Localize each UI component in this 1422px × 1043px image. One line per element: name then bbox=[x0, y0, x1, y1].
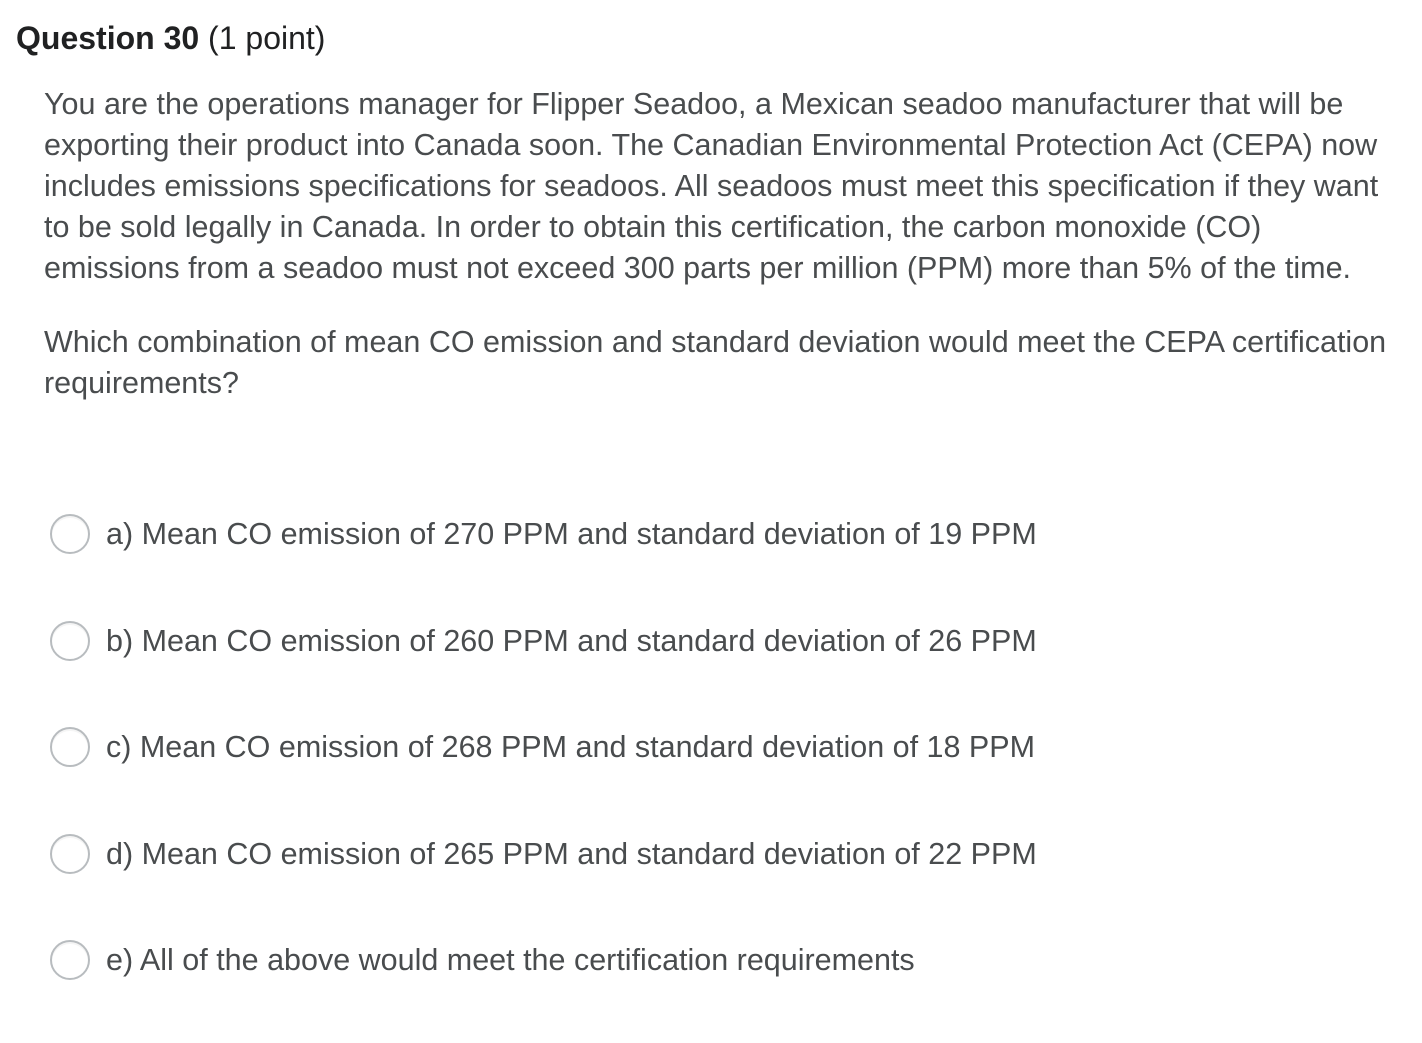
answer-option-b[interactable] bbox=[50, 617, 1350, 665]
question-prompt-text: Which combination of mean CO emission and standard deviation would meet the CEPA certification requirements? bbox=[44, 325, 1387, 400]
answer-option-e[interactable] bbox=[50, 936, 1350, 984]
answer-option-label[interactable]: e) All of the above would meet the certification requirements bbox=[106, 943, 915, 977]
question-body bbox=[44, 84, 1394, 404]
answer-option-label[interactable]: c) Mean CO emission of 268 PPM and standard deviation of 18 PPM bbox=[106, 730, 1036, 764]
radio-button-a[interactable] bbox=[50, 514, 90, 554]
answer-option-d[interactable] bbox=[50, 830, 1350, 878]
question-scenario-text: You are the operations manager for Flipper Seadoo, a Mexican seadoo manufacturer that will be exporting their product into Canada soon. The Canadian Environmental Protection Act (CEPA) now includes emissions specifications for seadoos. All seadoos must meet this specification if they want to be sold legally in Canada. In order to obtain this certification, the carbon monoxide (CO) emissions from a seadoo must not exceed 300 parts per million (PPM) more than 5% of the time. bbox=[44, 87, 1379, 285]
radio-button-d[interactable] bbox=[50, 834, 90, 874]
radio-button-e[interactable] bbox=[50, 940, 90, 980]
answer-option-a[interactable] bbox=[50, 510, 1350, 558]
answer-option-label[interactable]: b) Mean CO emission of 260 PPM and standard deviation of 26 PPM bbox=[106, 623, 1037, 658]
question-header bbox=[16, 16, 325, 60]
question-points: (1 point) bbox=[208, 20, 326, 56]
answer-option-label[interactable]: a) Mean CO emission of 270 PPM and standard deviation of 19 PPM bbox=[106, 517, 1037, 551]
question-title: Question 30 bbox=[16, 20, 200, 56]
answer-option-c[interactable] bbox=[50, 723, 1350, 771]
radio-button-c[interactable] bbox=[50, 727, 90, 767]
answer-option-label[interactable]: d) Mean CO emission of 265 PPM and standard deviation of 22 PPM bbox=[106, 836, 1037, 871]
answer-options bbox=[50, 510, 1350, 1043]
radio-button-b[interactable] bbox=[50, 621, 90, 661]
